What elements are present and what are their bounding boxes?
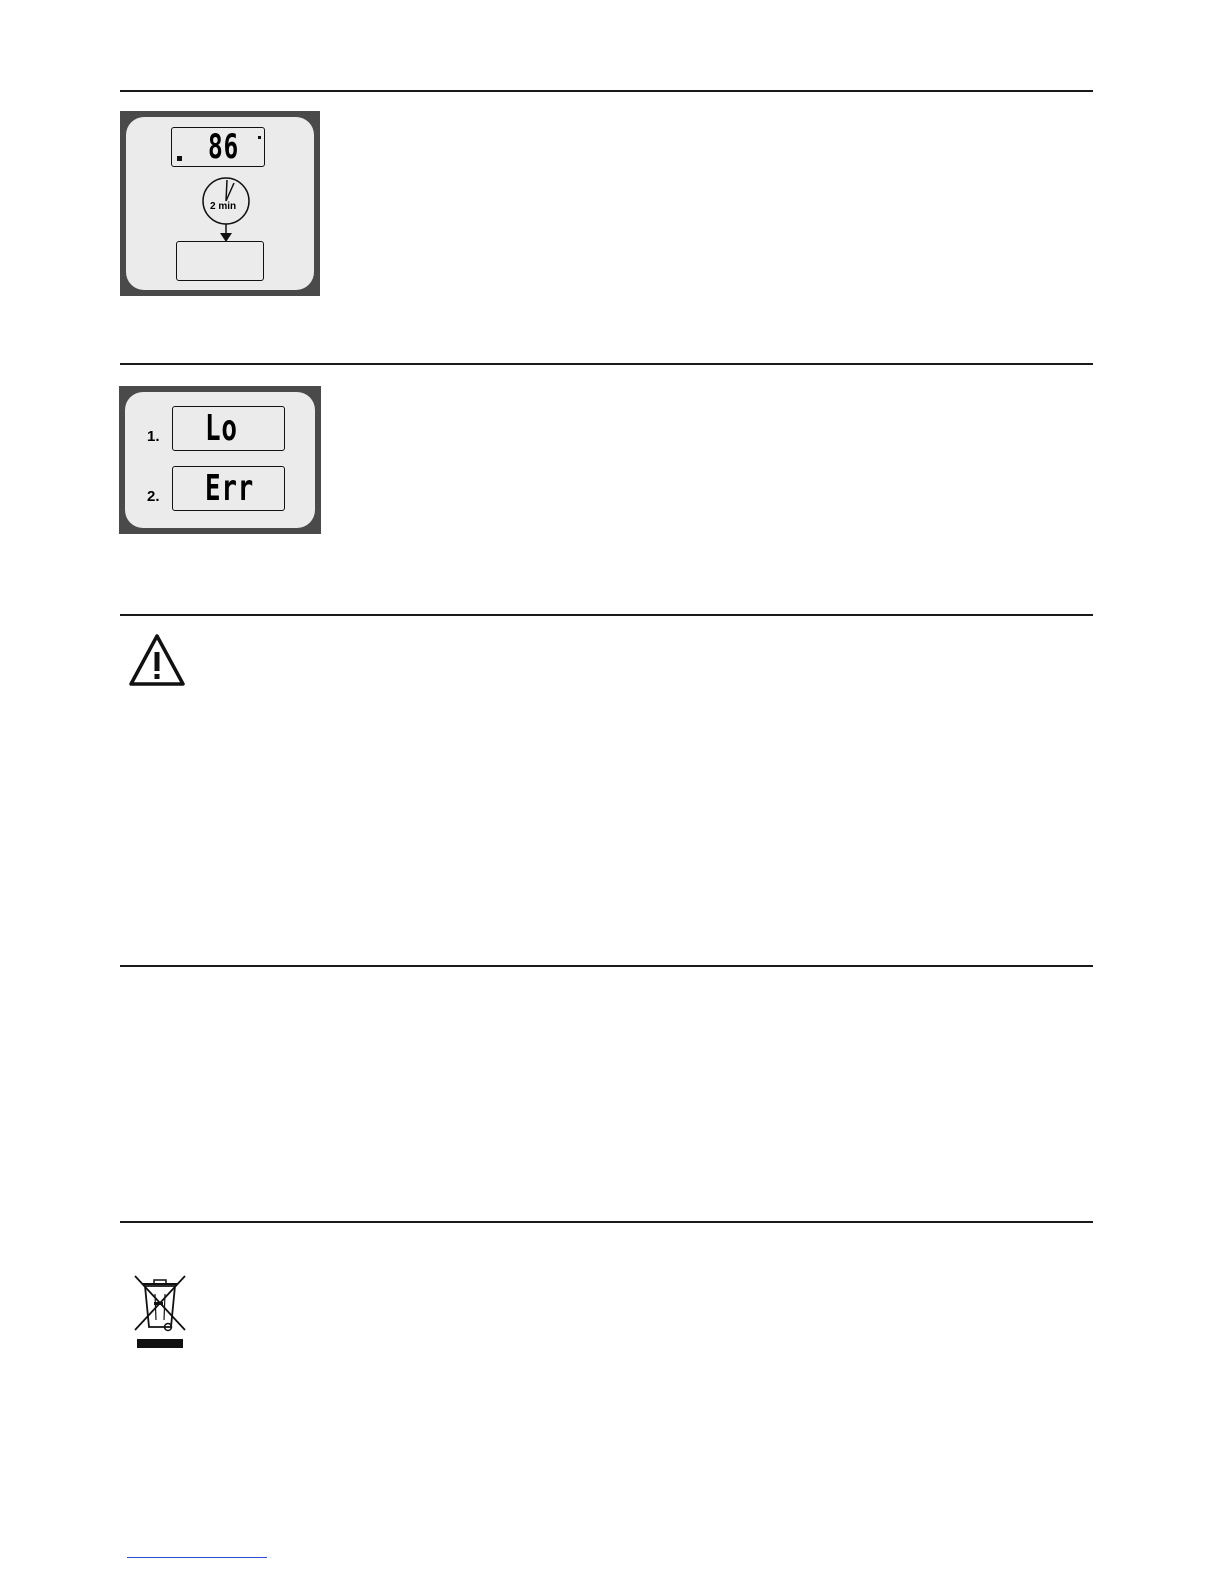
error-row-number-1: 1. [147, 428, 160, 445]
lcd-display-reading [171, 127, 265, 167]
auto-off-illustration [120, 111, 320, 296]
section-divider-4 [120, 965, 1093, 967]
section-divider-2 [120, 363, 1093, 365]
auto-off-panel [126, 117, 314, 290]
timer-label: 2 min [210, 201, 237, 212]
crossed-out-wheelie-bin-icon [129, 1272, 191, 1350]
warning-triangle-icon [127, 632, 187, 688]
lcd-error-lo [172, 406, 285, 451]
lcd-reading-value: 86 [208, 127, 239, 167]
lcd-error-err [172, 466, 285, 511]
error-codes-illustration [119, 386, 321, 534]
lcd-indicator-dot [177, 156, 182, 161]
error-codes-panel [125, 392, 315, 528]
section-divider-1 [120, 90, 1093, 92]
footer-link-underline [127, 1557, 267, 1558]
lcd-decimal-mark [258, 136, 261, 139]
error-row-number-2: 2. [147, 488, 160, 505]
section-divider-3 [120, 614, 1093, 616]
section-divider-5 [120, 1221, 1093, 1223]
lcd-display-blank [176, 241, 264, 281]
error-code-lo: Lo [205, 408, 238, 449]
error-code-err: Err [205, 468, 254, 509]
